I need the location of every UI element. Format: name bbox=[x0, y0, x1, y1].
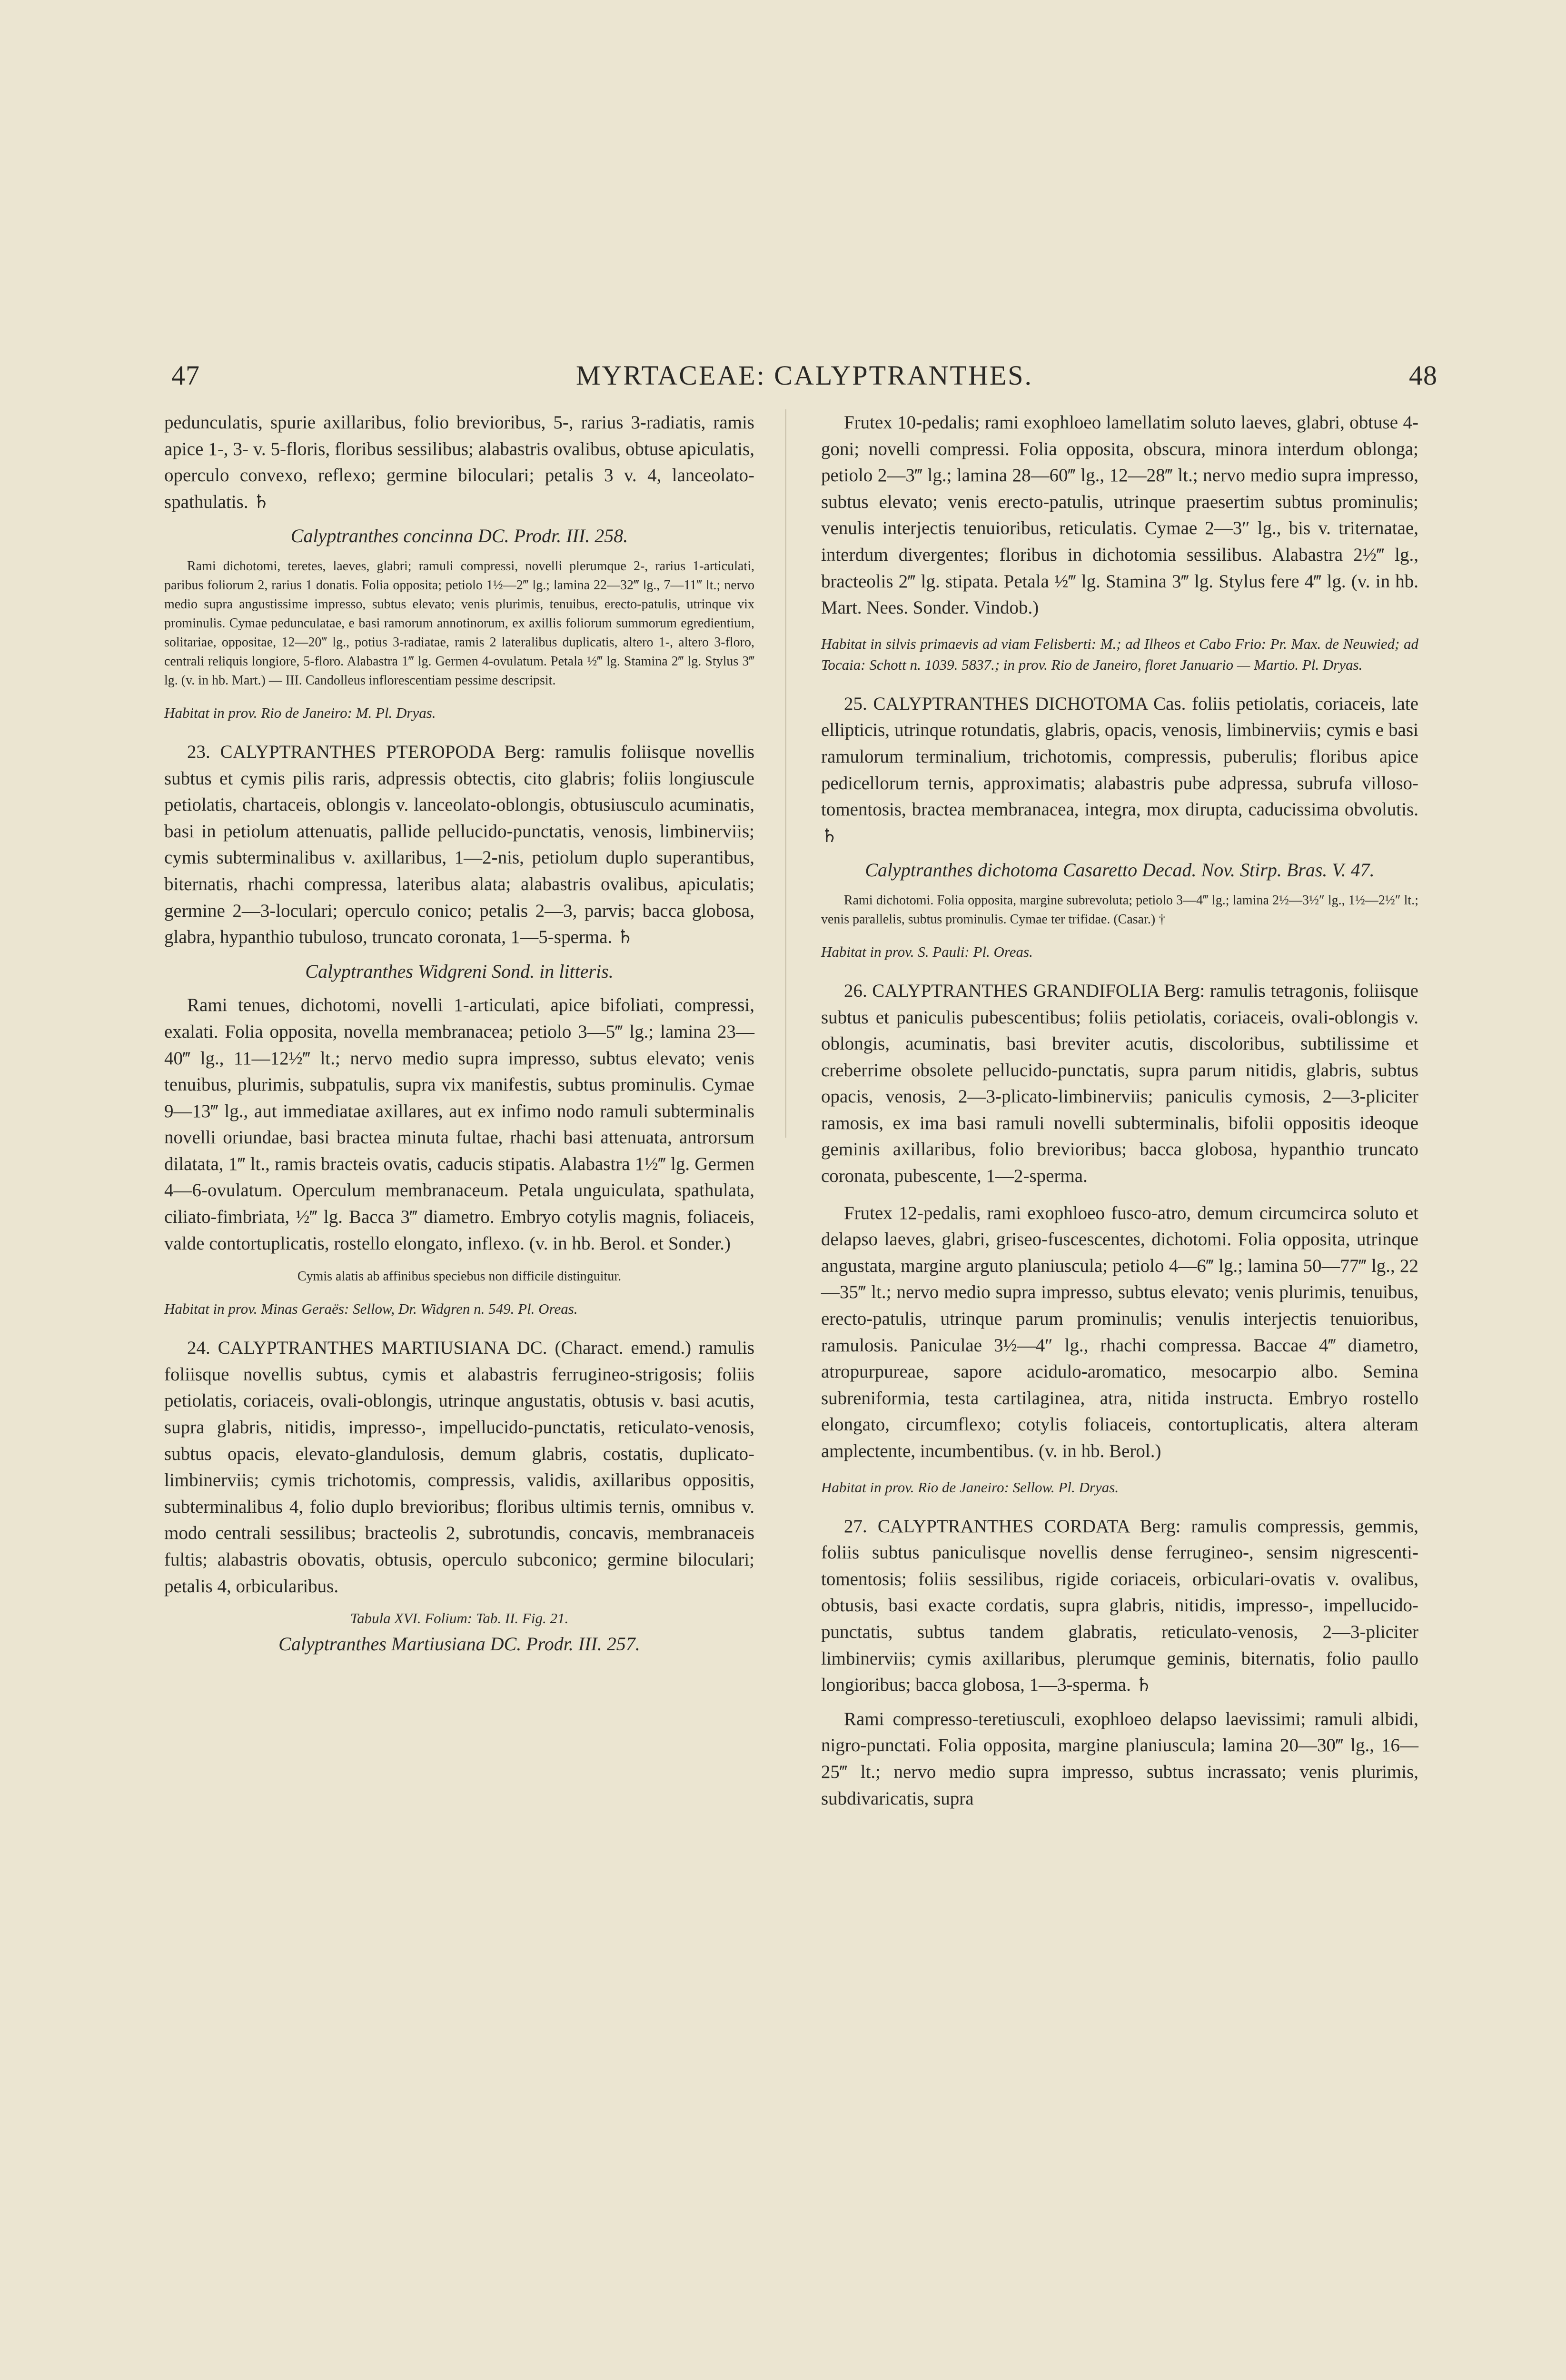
note: Cymis alatis ab affinibus speciebus non difficile distinguitur. bbox=[297, 1269, 622, 1284]
species-diagnosis: 26. CALYPTRANTHES GRANDIFOLIA Berg: ramulis tetragonis, foliisque subtus et paniculis pubescentibus; foliis petiolatis, coriaceis, ovali-oblongis v. oblongis, acuminatis, basi breviter acutis, discoloribus, subtilissime et creberrime obsolete pellucido-punctatis, supra parum nitidis, glabris, subtus opacis, venosis, 2—3-plicato-limbinerviis; paniculis cymosis, 2—3-pliciter ramosis, ex ima basi ramuli novelli subterminalis, bifolii oppositis ideoque geminis axillaribus, folio brevioribus; bacca globosa, hypanthio truncato coronata, pubescente, 1—2-sperma. bbox=[821, 980, 1418, 1187]
right-column bbox=[821, 409, 1418, 1812]
species-diagnosis: 27. CALYPTRANTHES CORDATA Berg: ramulis compressis, gemmis, foliis subtus paniculisque novellis dense ferrugineo-, sensim nigrescenti-tomentosis; foliis sessilibus, rigide coriaceis, orbiculari-ovatis v. ovalibus, obtusis, basi exacte cordatis, supra glabris, nitidis, impresso-, impellucido-punctatis, subtus tandem glabratis, reticulato-venosis, 2—3-pliciter limbinerviis; cymis axillaribus, plerumque geminis, biternatis, folio paullo longioribus; bacca globosa, 1—3-sperma. ♄ bbox=[821, 1516, 1418, 1696]
description-small: Rami dichotomi, teretes, laeves, glabri; ramuli compressi, novelli plerumque 2-, rarius 1-articulati, paribus foliorum 2, rarius 1 donatis. Folia opposita; petiolo 1½—2‴ lg.; lamina 22—32‴ lg., 7—11‴ lt.; nervo medio supra angustissime impresso, subtus elevato; venis plurimis, tenuibus, erecto-patulis, utrinque vix prominulis. Cymae pedunculatae, e basi ramorum annotinorum, ex axillis foliorum summorum egredientium, solitariae, oppositae, 12—20‴ lg., potius 3-radiatae, ramis 2 lateralibus duplicatis, altero 1-, altero 3-floro, centrali reliquis longiore, 5-floro. Alabastra 1‴ lg. Germen 4-ovulatum. Petala ½‴ lg. Stamina 2‴ lg. Stylus 3‴ lg. (v. in hb. Mart.) — III. Candolleus inflorescentiam pessime descripsit. bbox=[164, 558, 754, 688]
left-column bbox=[164, 409, 754, 1665]
description: Frutex 12-pedalis, rami exophloeo fusco-atro, demum circumcirca soluto et delapso laeves, glabri, griseo-fuscescentes, dichotomi. Folia opposita, utrinque angustata, margine arguto planiuscula; petiolo 4—6‴ lg.; lamina 50—77‴ lg., 22—35‴ lt.; nervo medio supra impresso, subtus elevato; venis plurimis, tenuibus, erecto-patulis, utrinque parum prominulis; venulis interjectis tenuioribus, ramulosis. Paniculae 3½—4″ lg., rhachi compressa. Baccae 4‴ diametro, atropurpureae, sapore acidulo-aromatico, mesocarpio albo. Semina subreniformia, testa cartilaginea, atra, nitida instructa. Embryo rostello elongato, circumflexo; cotylis foliaceis, contortuplicatis, altera alteram amplectente, incumbentibus. (v. in hb. Berol.) bbox=[821, 1202, 1418, 1461]
description: Rami compresso-teretiusculi, exophloeo delapso laevissimi; ramuli albidi, nigro-punctati. Folia opposita, margine planiuscula; lamina 20—30‴ lg., 16—25‴ lt.; nervo medio supra impresso, subtus incrassato; venis plurimis, subdivaricatis, supra bbox=[821, 1708, 1418, 1809]
species-diagnosis: 23. CALYPTRANTHES PTEROPODA Berg: ramulis foliisque novellis subtus et cymis pilis raris, adpressis obtectis, cito glabris; foliis longiuscule petiolatis, chartaceis, oblongis v. lanceolato-oblongis, obtusiusculo acuminatis, basi in petiolum attenuatis, pallide pellucido-punctatis, venosis, limbinerviis; cymis subterminalibus v. axillaribus, 1—2-nis, petiolum duplo superantibus, biternatis, rhachi compressa, lateribus alata; alabastris ovalibus, apiculatis; germine 2—3-loculari; operculo conico; petalis 2—3, parvis; bacca globosa, glabra, hypanthio tubuloso, truncato coronata, 1—5-sperma. ♄ bbox=[164, 741, 754, 948]
species-diagnosis: 25. CALYPTRANTHES DICHOTOMA Cas. foliis petiolatis, coriaceis, late ellipticis, utrinque rotundatis, glabris, opacis, venosis, limbinerviis; cymis e basi ramulorum terminalium, trichotomis, compressis, puberulis; floribus apice pedicellorum ternis, approximatis; alabastris pube adpressa, subrufa villoso-tomentosis, bractea membranacea, integra, mox dirupta, caducissima obvolutis. ♄ bbox=[821, 693, 1418, 846]
synonym: Calyptranthes Widgreni Sond. in litteris. bbox=[305, 960, 614, 982]
description: Rami tenues, dichotomi, novelli 1-articulati, apice bifoliati, compressi, exalati. Folia opposita, novella membranacea; petiolo 3—5‴ lg.; lamina 23—40‴ lg., 11—12½‴ lt.; nervo medio supra impresso, subtus elevato; venis tenuibus, plurimis, subpatulis, supra vix manifestis, subtus prominulis. Cymae 9—13‴ lg., aut immediatae axillares, aut ex infimo nodo ramuli subterminalis novelli oriundae, basi bractea minuta fultae, rhachi basi attenuata, antrorsum dilatata, 1‴ lt., ramis bracteis ovatis, caducis stipatis. Alabastra 1½‴ lg. Germen 4—6-ovulatum. Operculum membranaceum. Petala unguiculata, spathulata, ciliato-fimbriata, ½‴ lg. Bacca 3‴ diametro. Embryo cotylis magnis, foliaceis, valde contortuplicatis, rostello elongato, inflexo. (v. in hb. Berol. et Sonder.) bbox=[164, 995, 754, 1254]
column-divider bbox=[785, 409, 786, 1138]
habitat: Habitat in silvis primaevis ad viam Felisberti: M.; ad Ilheos et Cabo Frio: Pr. Max. de Neuwied; ad Tocaia: Schott n. 1039. 5837.; in prov. Rio de Janeiro, floret Januario — Martio. Pl. Dryas. bbox=[821, 635, 1418, 673]
plate-reference: Tabula XVI. Folium: Tab. II. Fig. 21. bbox=[350, 1610, 569, 1627]
description: Frutex 10-pedalis; rami exophloeo lamellatim soluto laeves, glabri, obtuse 4-goni; novelli compressi. Folia opposita, obscura, minora interdum oblonga; petiolo 2—3‴ lg.; lamina 28—60‴ lg., 12—28‴ lt.; nervo medio supra impresso, subtus elevato; venis erecto-patulis, utrinque praesertim subtus prominulis; venulis interjectis tenuioribus, reticulatis. Cymae 2—3″ lg., bis v. triternatae, interdum divergentes; floribus in dichotomia sessilibus. Alabastra 2½‴ lg., bracteolis 2‴ lg. stipata. Petala ½‴ lg. Stamina 3‴ lg. Stylus fere 4‴ lg. (v. in hb. Mart. Nees. Sonder. Vindob.) bbox=[821, 412, 1418, 618]
synonym: Calyptranthes Martiusiana DC. Prodr. III. 257. bbox=[278, 1633, 640, 1655]
page-number-right: 48 bbox=[1409, 360, 1437, 391]
paragraph: pedunculatis, spurie axillaribus, folio brevioribus, 5-, rarius 3-radiatis, ramis apice 1-, 3- v. 5-floris, floribus sessilibus; alabastris ovalibus, obtuse apiculatis, operculo convexo, reflexo; germine biloculari; petalis 3 v. 4, lanceolato-spathulatis. ♄ bbox=[164, 412, 754, 512]
synonym: Calyptranthes concinna DC. Prodr. III. 258. bbox=[290, 525, 628, 547]
page-number-left: 47 bbox=[171, 360, 200, 391]
synonym: Calyptranthes dichotoma Casaretto Decad. Nov. Stirp. Bras. V. 47. bbox=[865, 859, 1375, 881]
running-header bbox=[171, 359, 1437, 393]
running-title: MYRTACEAE: CALYPTRANTHES. bbox=[575, 360, 1033, 391]
habitat: Habitat in prov. Rio de Janeiro: Sellow. Pl. Dryas. bbox=[821, 1478, 1119, 1496]
species-diagnosis: 24. CALYPTRANTHES MARTIUSIANA DC. (Charact. emend.) ramulis foliisque novellis subtus, cymis et alabastris ferrugineo-strigosis; foliis petiolatis, coriaceis, ovali-oblongis, utrinque angustatis, obtusis v. basi acutis, supra glabris, nitidis, impresso-, impellucido-punctatis, reticulato-venosis, subtus opacis, elevato-glandulosis, demum glabris, costatis, duplicato-limbinerviis; cymis trichotomis, compressis, validis, axillaribus oppositis, subterminalibus 4, folio duplo brevioribus; floribus ultimis ternis, omnibus v. modo centrali sessilibus; bracteolis 2, subrotundis, concavis, membranaceis fultis; alabastris obovatis, obtusis, operculo subconico; germine biloculari; petalis 4, orbicularibus. bbox=[164, 1338, 754, 1597]
habitat: Habitat in prov. S. Pauli: Pl. Oreas. bbox=[821, 943, 1033, 960]
habitat: Habitat in prov. Minas Geraës: Sellow, Dr. Widgren n. 549. Pl. Oreas. bbox=[164, 1300, 578, 1318]
habitat: Habitat in prov. Rio de Janeiro: M. Pl. Dryas. bbox=[164, 704, 436, 721]
description-small: Rami dichotomi. Folia opposita, margine subrevoluta; petiolo 3—4‴ lg.; lamina 2½—3½″ lg., 1½—2½″ lt.; venis parallelis, subtus prominulis. Cymae ter trifidae. (Casar.) † bbox=[821, 892, 1418, 927]
